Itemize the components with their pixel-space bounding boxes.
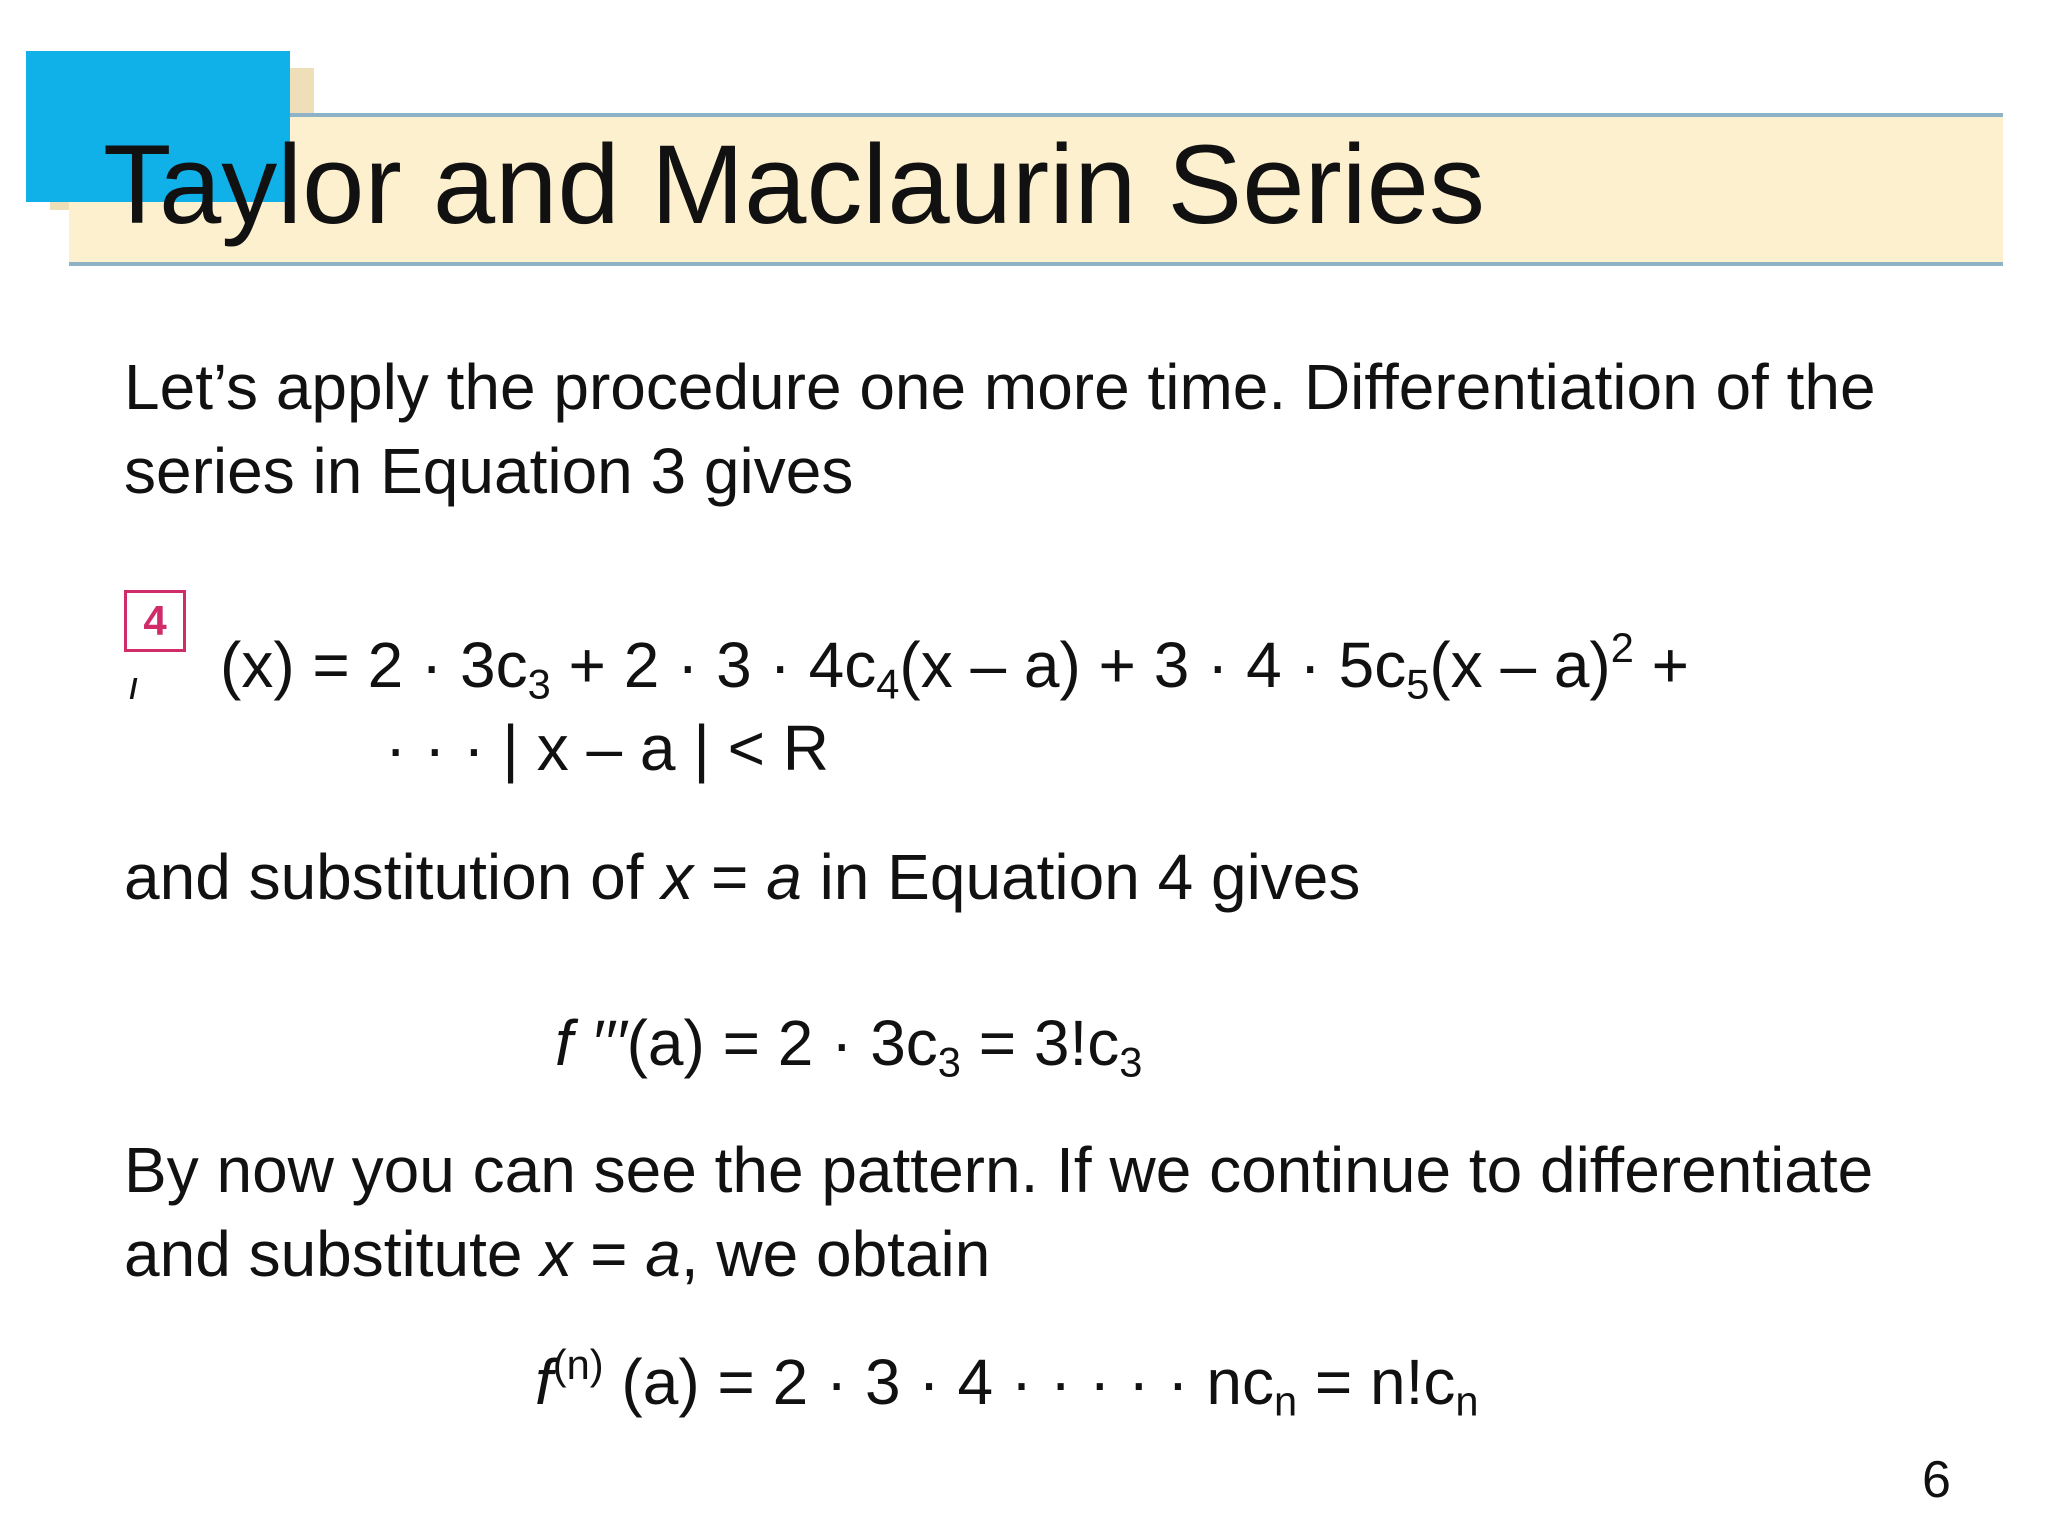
eq4-term2: + 2 · 3 · 4c <box>550 629 877 701</box>
eq4-exponent: 2 <box>1610 624 1634 672</box>
eq4-c5-subscript: 5 <box>1406 660 1430 708</box>
eq4-lhs: (x) = 2 · 3c <box>220 629 528 701</box>
eqf3-sub1: 3 <box>937 1038 961 1086</box>
para3-var-a: a <box>645 1218 681 1290</box>
equation-third-derivative <box>555 1003 1143 1086</box>
paragraph-pattern <box>124 1128 1904 1296</box>
para3-var-x: x <box>540 1218 573 1290</box>
para2-text-a: and substitution of <box>124 841 662 913</box>
para2-text-c: in Equation 4 gives <box>801 841 1361 913</box>
eqfn-sub2: n <box>1455 1377 1479 1425</box>
eqfn-order: (n) <box>552 1341 604 1389</box>
paragraph-intro: Let’s apply the procedure one more time. Differentiation of the series in Equation 3 gives <box>124 351 1876 507</box>
eqfn-eq: = n!c <box>1297 1346 1456 1418</box>
eq4-tail: + <box>1633 629 1690 701</box>
eqfn-arg: (a) <box>603 1346 700 1418</box>
eqf3-rest: = 2 · 3c <box>704 1007 938 1079</box>
eqfn-rest: = 2 · 3 · 4 · · · · · nc <box>699 1346 1274 1418</box>
equation-4-line-1 <box>220 624 1690 708</box>
eqf3-eq: = 3!c <box>960 1007 1120 1079</box>
equation-4-prefix-mark: ı <box>128 664 140 708</box>
para2-text-b: = <box>693 841 767 913</box>
slide-title: Taylor and Maclaurin Series <box>103 122 1485 247</box>
equation-nth-derivative <box>535 1341 1479 1425</box>
para3-text-a: By now you can see the pattern. If we continue to differentiate and substitute <box>124 1134 1874 1290</box>
eq4-c4-subscript: 4 <box>876 660 900 708</box>
eq4-term2-factor: (x – a) <box>899 629 1081 701</box>
equation-4-line-2: · · · | x – a | < R <box>385 712 829 784</box>
page-number: 6 <box>1922 1451 1951 1509</box>
para2-var-a: a <box>766 841 802 913</box>
para3-text-c: , we obtain <box>680 1218 991 1290</box>
eqfn-f: f <box>535 1346 553 1418</box>
para3-text-b: = <box>572 1218 646 1290</box>
eqf3-sub2: 3 <box>1119 1038 1143 1086</box>
eqf3-f: f ′′′ <box>555 1007 627 1079</box>
eq4-term3-factor: (x – a) <box>1429 629 1611 701</box>
eq4-c3-subscript: 3 <box>527 660 551 708</box>
equation-4-label: 4 <box>124 590 186 652</box>
eqfn-sub1: n <box>1273 1377 1298 1425</box>
eq4-term3: + 3 · 4 · 5c <box>1080 629 1407 701</box>
para2-var-x: x <box>661 841 694 913</box>
eqf3-arg: (a) <box>626 1007 705 1079</box>
paragraph-substitution <box>124 835 1360 919</box>
